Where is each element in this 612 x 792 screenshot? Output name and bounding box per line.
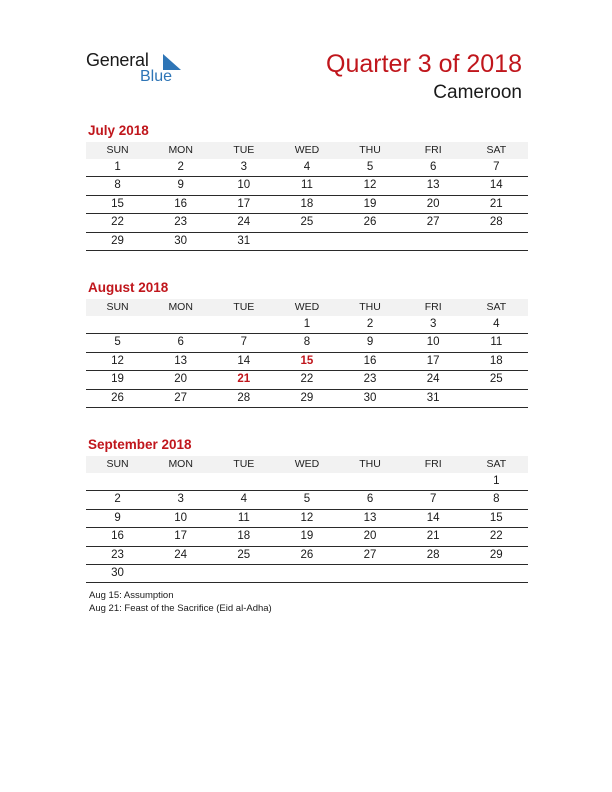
day-cell: 21 [489,197,503,210]
week-row [86,547,528,565]
day-cell: 29 [489,548,503,561]
day-cell [402,473,465,490]
day-cell: 5 [366,161,374,173]
day-cell: 14 [426,511,440,524]
day-cell: 22 [111,216,124,229]
day-cell: 6 [177,336,184,349]
weekday-label: SUN [106,458,129,470]
month-title: September 2018 [88,437,192,452]
day-cell: 10 [174,511,188,524]
day-cell: 29 [111,234,124,247]
month-calendar-august [86,279,528,408]
country-name: Cameroon [433,82,522,103]
week-row [86,353,528,371]
day-cell: 13 [426,179,440,192]
day-cell: 13 [363,511,377,524]
day-cell: 26 [111,391,124,404]
weekday-label: SAT [486,144,507,156]
day-cell: 26 [300,548,314,561]
holiday-day-cell: 15 [300,354,314,367]
day-cell: 9 [177,179,184,192]
day-cell: 18 [489,354,503,367]
day-cell: 18 [300,197,314,210]
day-cell: 20 [174,373,188,386]
day-cell [149,316,212,333]
day-cell: 28 [489,216,503,229]
day-cell: 29 [300,391,314,404]
day-cell [465,390,528,407]
weekday-header-row [86,299,528,316]
day-cell: 30 [174,234,188,247]
weekday-label: SUN [106,301,129,313]
day-cell: 5 [303,493,311,506]
day-cell: 17 [237,197,251,210]
weekday-header-row [86,456,528,473]
day-cell: 23 [111,548,124,561]
day-cell: 19 [363,197,377,210]
week-row [86,316,528,334]
day-cell: 9 [114,511,121,524]
day-cell [149,473,212,490]
weekday-label: MON [168,458,193,470]
weekday-label: WED [294,458,320,470]
day-cell: 10 [237,179,251,192]
day-cell: 17 [426,354,440,367]
day-cell: 14 [237,354,251,367]
week-row [86,528,528,546]
day-cell [465,233,528,250]
day-cell: 27 [363,548,377,561]
day-cell: 7 [240,336,248,349]
day-cell [275,565,338,582]
day-cell: 23 [363,373,377,386]
day-cell: 20 [426,197,440,210]
day-cell: 18 [237,530,251,543]
holiday-day-cell: 21 [237,373,251,386]
day-cell [149,565,212,582]
weekday-label: MON [168,301,193,313]
day-cell: 11 [237,511,250,524]
day-cell: 30 [363,391,377,404]
day-cell: 25 [489,373,503,386]
day-cell: 6 [429,161,437,173]
day-cell: 25 [237,548,251,561]
weekday-label: MON [168,144,193,156]
week-row [86,196,528,214]
weekday-label: FRI [424,144,442,156]
logo-blue-text: Blue [140,68,173,85]
day-cell: 31 [237,234,251,247]
day-cell [275,233,338,250]
day-cell: 19 [111,373,124,386]
week-row [86,510,528,528]
day-cell: 3 [240,161,248,173]
weekday-label: WED [294,301,320,313]
weekday-label: SAT [486,458,507,470]
week-row [86,565,528,583]
day-cell: 31 [426,391,440,404]
day-cell: 1 [114,161,121,173]
weekday-header-row [86,142,528,159]
logo-general-text: General [86,50,149,70]
day-cell: 3 [429,318,437,330]
month-calendar-july [86,122,528,251]
month-title: August 2018 [88,280,169,295]
week-row [86,371,528,389]
day-cell: 26 [363,216,377,229]
month-title: July 2018 [88,123,149,138]
day-cell: 22 [489,530,503,543]
day-cell: 17 [174,530,188,543]
day-cell: 8 [493,493,500,506]
day-cell: 22 [300,373,314,386]
day-cell: 24 [174,548,188,561]
holiday-note: Aug 21: Feast of the Sacrifice (Eid al-Adha) [89,602,272,614]
day-cell: 24 [426,373,440,386]
day-cell: 7 [493,161,500,173]
weekday-label: TUE [233,301,255,313]
week-row [86,390,528,408]
day-cell: 10 [426,336,440,349]
day-cell: 24 [237,216,251,229]
day-cell: 4 [493,318,500,330]
week-row [86,177,528,195]
day-cell: 28 [237,391,251,404]
day-cell: 11 [300,179,313,192]
day-cell: 5 [114,336,121,349]
day-cell [86,316,149,333]
page-title: Quarter 3 of 2018 [326,50,522,78]
generalblue-logo [86,50,196,90]
week-row [86,473,528,491]
week-row [86,214,528,232]
weekday-label: SUN [106,144,129,156]
day-cell [212,316,275,333]
day-cell: 2 [114,493,121,506]
weekday-label: THU [359,144,381,156]
weekday-label: THU [359,301,381,313]
day-cell: 2 [177,161,184,173]
day-cell: 13 [174,354,188,367]
day-cell: 6 [366,493,374,506]
weekday-label: THU [359,458,381,470]
weekday-label: TUE [233,144,255,156]
day-cell: 9 [366,336,374,349]
day-cell [275,473,338,490]
day-cell: 2 [366,318,374,330]
weekday-label: WED [294,144,320,156]
day-cell [339,473,402,490]
day-cell [212,473,275,490]
week-row [86,159,528,177]
week-row [86,491,528,509]
month-calendar-september [86,436,528,583]
day-cell: 16 [363,354,377,367]
day-cell: 7 [429,493,437,506]
day-cell: 1 [493,475,500,487]
weekday-label: SAT [486,301,507,313]
weekday-label: TUE [233,458,255,470]
day-cell [339,233,402,250]
weekday-label: FRI [424,301,442,313]
day-cell: 27 [174,391,188,404]
holiday-note: Aug 15: Assumption [89,590,174,601]
day-cell: 4 [303,161,311,173]
day-cell: 14 [489,179,503,192]
day-cell: 16 [111,530,124,543]
day-cell: 25 [300,216,314,229]
week-row [86,233,528,251]
day-cell: 16 [174,197,188,210]
day-cell: 3 [177,493,184,506]
day-cell: 19 [300,530,314,543]
day-cell [402,233,465,250]
day-cell: 23 [174,216,188,229]
day-cell [402,565,465,582]
day-cell: 15 [111,197,124,210]
day-cell: 12 [111,354,124,367]
day-cell: 30 [111,566,124,579]
day-cell [86,473,149,490]
day-cell: 15 [489,511,503,524]
day-cell: 8 [114,179,121,192]
day-cell: 11 [490,336,503,349]
day-cell: 12 [363,179,377,192]
day-cell: 1 [303,318,311,330]
day-cell: 20 [363,530,377,543]
day-cell: 28 [426,548,440,561]
day-cell: 21 [426,530,440,543]
week-row [86,334,528,352]
day-cell: 4 [240,493,248,506]
holiday-notes [89,590,272,615]
day-cell [465,565,528,582]
day-cell [212,565,275,582]
weekday-label: FRI [424,458,442,470]
day-cell: 8 [303,336,311,349]
day-cell [339,565,402,582]
day-cell: 27 [426,216,440,229]
day-cell: 12 [300,511,314,524]
